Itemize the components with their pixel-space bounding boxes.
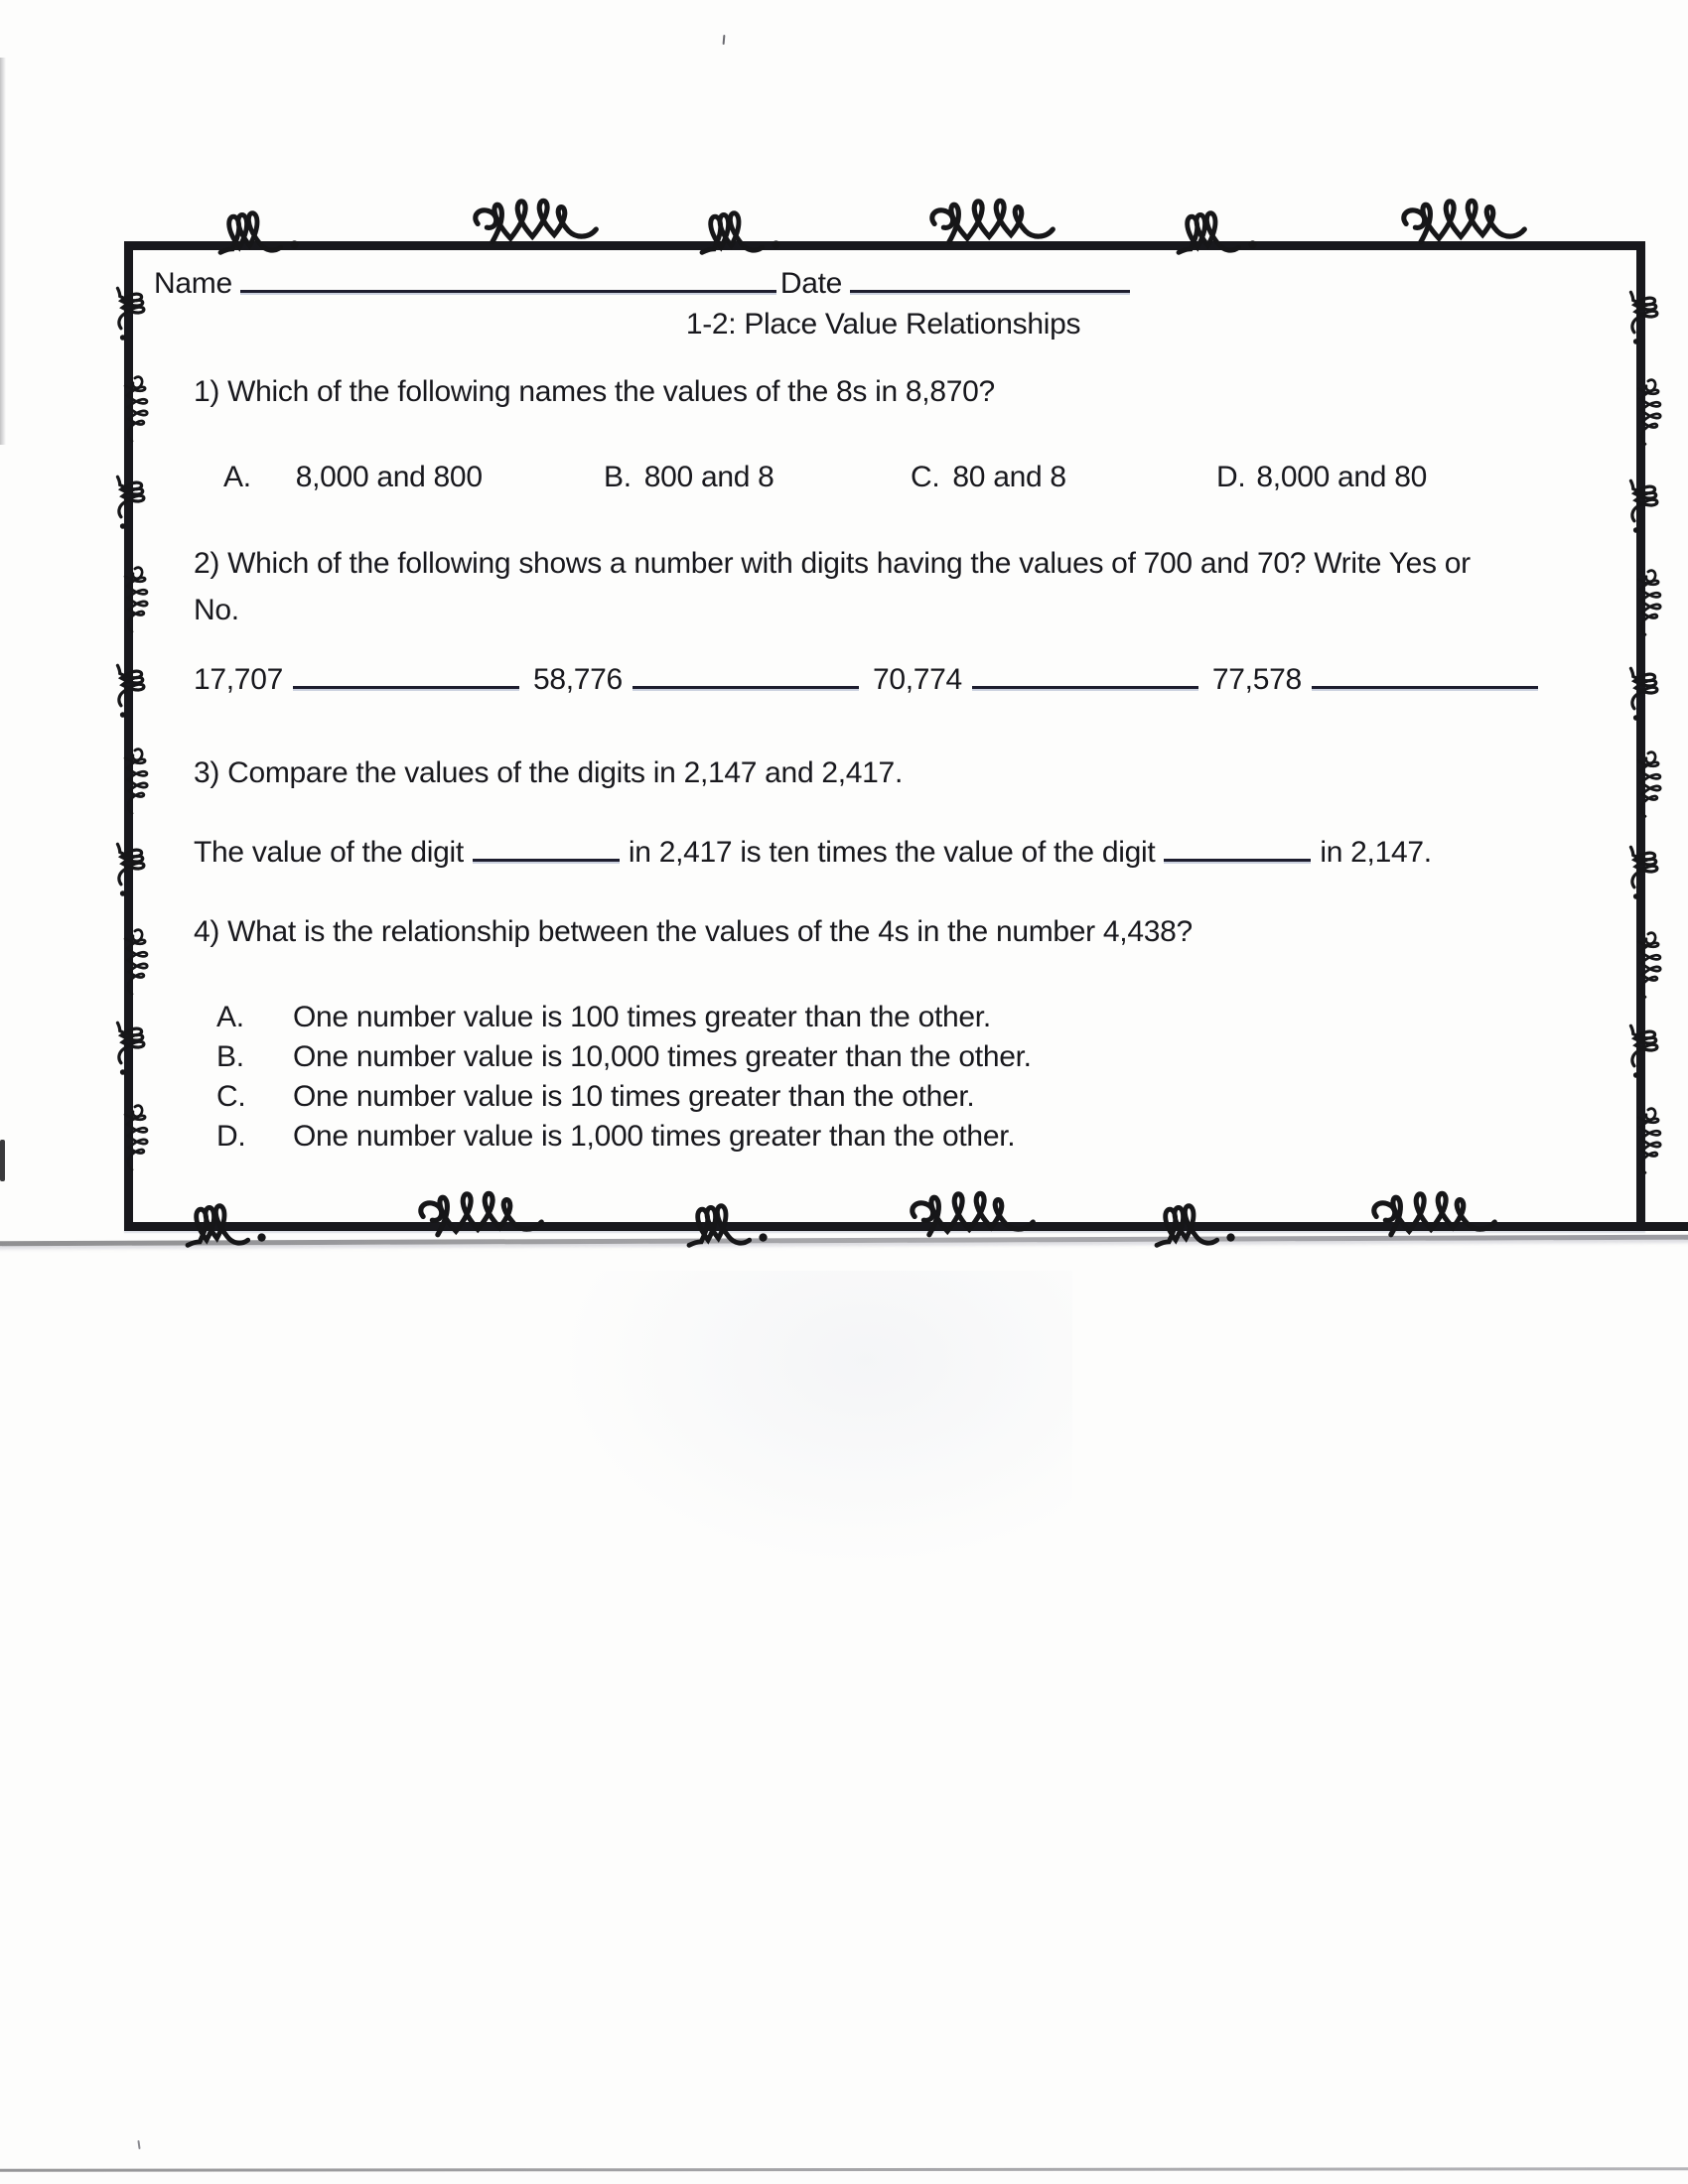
question-2-line-1: 2) Which of the following shows a number with digits having the values of 700 and 70? Write Yes or — [194, 547, 1471, 580]
question-4-option-a — [216, 1001, 1573, 1040]
question-1-option-b — [604, 461, 774, 494]
number-with-blank — [533, 663, 859, 697]
question-4-option-c — [216, 1080, 1573, 1120]
question-3-prompt: 3) Compare the values of the digits in 2,147 and 2,417. — [194, 756, 903, 789]
option-text: One number value is 10,000 times greater than the other. — [293, 1040, 1032, 1073]
option-letter: B. — [216, 1040, 244, 1073]
option-letter: A. — [223, 461, 251, 493]
option-letter: C. — [216, 1080, 246, 1113]
number-with-blank — [873, 663, 1198, 697]
question-1-option-a — [223, 461, 483, 494]
name-date-row — [154, 267, 1573, 299]
fill-segment: in 2,417 is ten times the value of the digit — [628, 836, 1156, 869]
question-4-prompt: 4) What is the relationship between the values of the 4s in the number 4,438? — [194, 915, 1193, 948]
scan-speck-bottom — [137, 2140, 140, 2149]
worksheet-title: 1-2: Place Value Relationships — [685, 308, 1081, 341]
scan-smudge-artifact — [556, 1271, 1072, 1569]
option-letter: A. — [216, 1001, 244, 1033]
worksheet — [124, 241, 1645, 1231]
fill-blank-line — [1164, 836, 1311, 862]
option-letter: B. — [604, 461, 632, 493]
option-text: 800 and 8 — [643, 461, 774, 493]
date-blank-line — [850, 267, 1130, 293]
answer-blank-line — [972, 663, 1198, 689]
question-4-options — [216, 1001, 1573, 1160]
fill-segment: The value of the digit — [194, 836, 464, 869]
page-bottom-edge-line — [0, 2167, 1688, 2171]
option-text: 8,000 and 800 — [295, 461, 483, 493]
option-text: One number value is 1,000 times greater than the other. — [293, 1120, 1016, 1153]
number-label: 17,707 — [194, 663, 283, 696]
date-label: Date — [779, 267, 842, 300]
scan-edge-mark — [0, 1140, 5, 1181]
option-text: 8,000 and 80 — [1256, 461, 1427, 493]
question-2-prompt — [194, 540, 1573, 633]
question-3-fill-in-sentence — [194, 836, 1573, 870]
name-label: Name — [154, 267, 232, 300]
number-label: 58,776 — [532, 663, 623, 696]
number-with-blank — [194, 663, 519, 697]
border-bottom-extension — [1633, 1222, 1688, 1231]
question-4-option-b — [216, 1040, 1573, 1080]
question-1-option-d — [1216, 461, 1427, 494]
question-1-options — [194, 461, 1573, 494]
answer-blank-line — [1312, 663, 1538, 689]
question-2-answer-row — [194, 663, 1573, 701]
option-letter: D. — [216, 1120, 246, 1153]
answer-blank-line — [293, 663, 519, 689]
name-blank-line — [240, 267, 776, 293]
option-text: One number value is 10 times greater than the other. — [293, 1080, 975, 1113]
number-with-blank — [1212, 663, 1538, 697]
number-label: 70,774 — [872, 663, 962, 696]
fill-segment: in 2,147. — [1320, 836, 1432, 869]
option-text: One number value is 100 times greater than the other. — [293, 1001, 991, 1033]
question-4-option-d — [216, 1120, 1573, 1160]
question-1-prompt: 1) Which of the following names the values of the 8s in 8,870? — [194, 375, 995, 408]
answer-blank-line — [633, 663, 859, 689]
option-letter: D. — [1216, 461, 1246, 493]
fill-blank-line — [473, 836, 620, 862]
scan-speck-top — [723, 35, 726, 45]
scan-edge-artifact — [0, 58, 6, 445]
question-2-line-2: No. — [194, 594, 239, 626]
option-text: 80 and 8 — [952, 461, 1066, 493]
question-1-option-c — [911, 461, 1066, 494]
number-label: 77,578 — [1211, 663, 1302, 696]
worksheet-content — [133, 250, 1636, 1222]
option-letter: C. — [911, 461, 940, 493]
